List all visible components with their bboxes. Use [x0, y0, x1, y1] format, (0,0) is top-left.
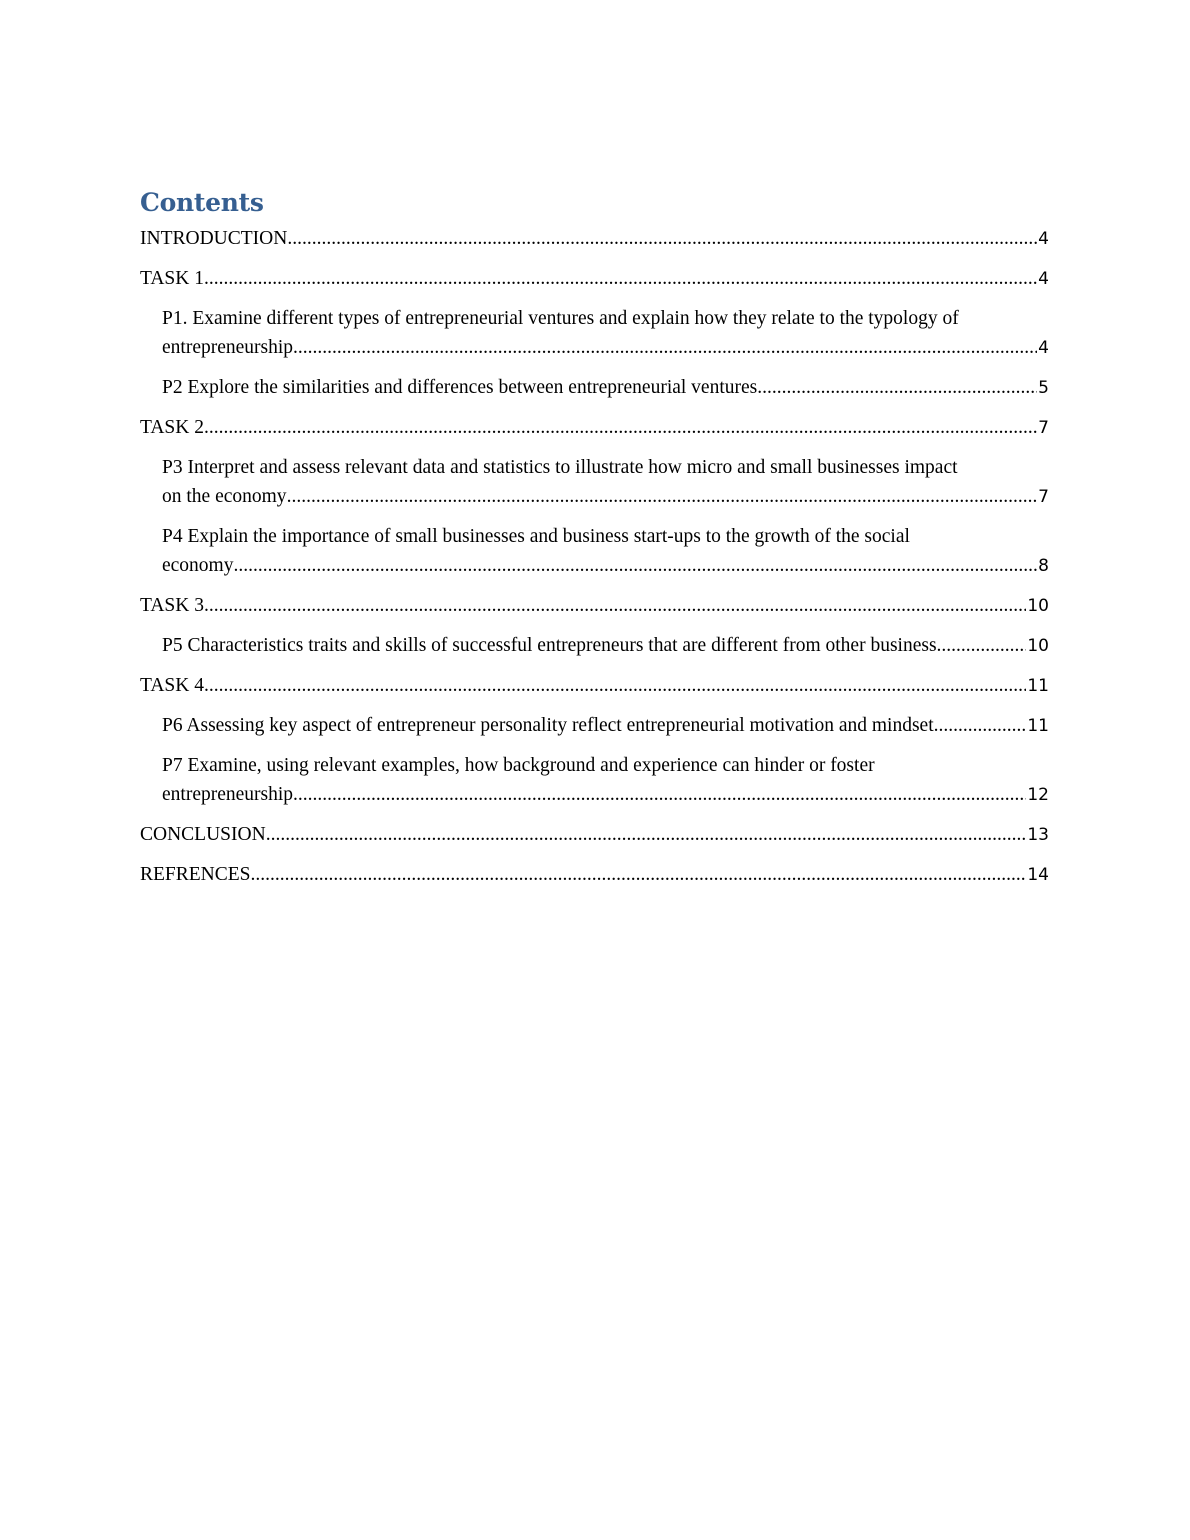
toc-entry-label-line1: P3 Interpret and assess relevant data and statistics to illustrate how micro and small businesses impact — [162, 457, 958, 478]
dot-leader — [757, 373, 1037, 402]
toc-entry-label: CONCLUSION — [140, 824, 266, 845]
toc-entry-references[interactable] — [140, 860, 1049, 890]
toc-entry-label: TASK 4 — [140, 675, 204, 696]
toc-entry-p1[interactable] — [140, 304, 1049, 363]
dot-leader — [266, 820, 1027, 849]
toc-entry-label-line1: P4 Explain the importance of small businesses and business start-ups to the growth of the social — [162, 526, 910, 547]
dot-leader — [293, 333, 1037, 362]
dot-leader — [287, 482, 1038, 511]
dot-leader — [287, 224, 1037, 253]
toc-entry-task-4[interactable] — [140, 671, 1049, 701]
toc-entry-p2[interactable] — [140, 373, 1049, 403]
toc-page-number: 11 — [1027, 716, 1049, 736]
dot-leader — [293, 780, 1026, 809]
toc-entry-p6[interactable] — [140, 711, 1049, 741]
toc-page-number: 4 — [1038, 269, 1049, 289]
toc-entry-label: INTRODUCTION — [140, 228, 288, 249]
toc-entry-p3[interactable] — [140, 453, 1049, 512]
toc-entry-conclusion[interactable] — [140, 820, 1049, 850]
toc-entry-label: REFRENCES — [140, 864, 251, 885]
toc-entry-label-line1: P7 Examine, using relevant examples, how background and experience can hinder or foster — [162, 755, 875, 776]
toc-entry-label: entrepreneurship — [162, 337, 294, 358]
toc-page-number: 10 — [1027, 596, 1049, 616]
toc-entry-label: P2 Explore the similarities and differences between entrepreneurial ventures — [162, 377, 758, 398]
toc-page-number: 7 — [1038, 487, 1049, 507]
toc-entry-label: TASK 3 — [140, 595, 204, 616]
toc-entry-label: on the economy — [162, 486, 287, 507]
toc-page-number: 14 — [1027, 865, 1049, 885]
dot-leader — [204, 264, 1037, 293]
toc-entry-label: P5 Characteristics traits and skills of successful entrepreneurs that are different from other business — [162, 635, 937, 656]
toc-entry-p7[interactable] — [140, 751, 1049, 810]
toc-page-number: 8 — [1038, 556, 1049, 576]
toc-page-number: 7 — [1038, 418, 1049, 438]
toc-entry-label: P6 Assessing key aspect of entrepreneur personality reflect entrepreneurial motivation and mindset — [162, 715, 934, 736]
toc-entry-label: economy — [162, 555, 234, 576]
dot-leader — [233, 551, 1037, 580]
toc-heading: Contents — [140, 188, 264, 217]
toc-page-number: 11 — [1027, 676, 1049, 696]
dot-leader — [204, 591, 1026, 620]
toc-entry-label: TASK 2 — [140, 417, 204, 438]
toc-entry-p5[interactable] — [140, 631, 1049, 661]
toc-page-number: 5 — [1038, 378, 1049, 398]
toc-page-number: 4 — [1038, 229, 1049, 249]
dot-leader — [937, 631, 1027, 660]
toc-entry-task-1[interactable] — [140, 264, 1049, 294]
dot-leader — [934, 711, 1027, 740]
toc-entry-task-3[interactable] — [140, 591, 1049, 621]
dot-leader — [251, 860, 1027, 889]
toc-page-number: 12 — [1027, 785, 1049, 805]
dot-leader — [204, 413, 1037, 442]
toc-entry-label: entrepreneurship — [162, 784, 294, 805]
table-of-contents — [140, 186, 1049, 900]
toc-page-number: 10 — [1027, 636, 1049, 656]
toc-page-number: 13 — [1027, 825, 1049, 845]
toc-entry-label-line1: P1. Examine different types of entrepreneurial ventures and explain how they relate to the typology of — [162, 308, 959, 329]
toc-entry-task-2[interactable] — [140, 413, 1049, 443]
toc-entry-p4[interactable] — [140, 522, 1049, 581]
toc-entry-label: TASK 1 — [140, 268, 204, 289]
dot-leader — [204, 671, 1026, 700]
toc-entry-introduction[interactable] — [140, 224, 1049, 254]
toc-page-number: 4 — [1038, 338, 1049, 358]
